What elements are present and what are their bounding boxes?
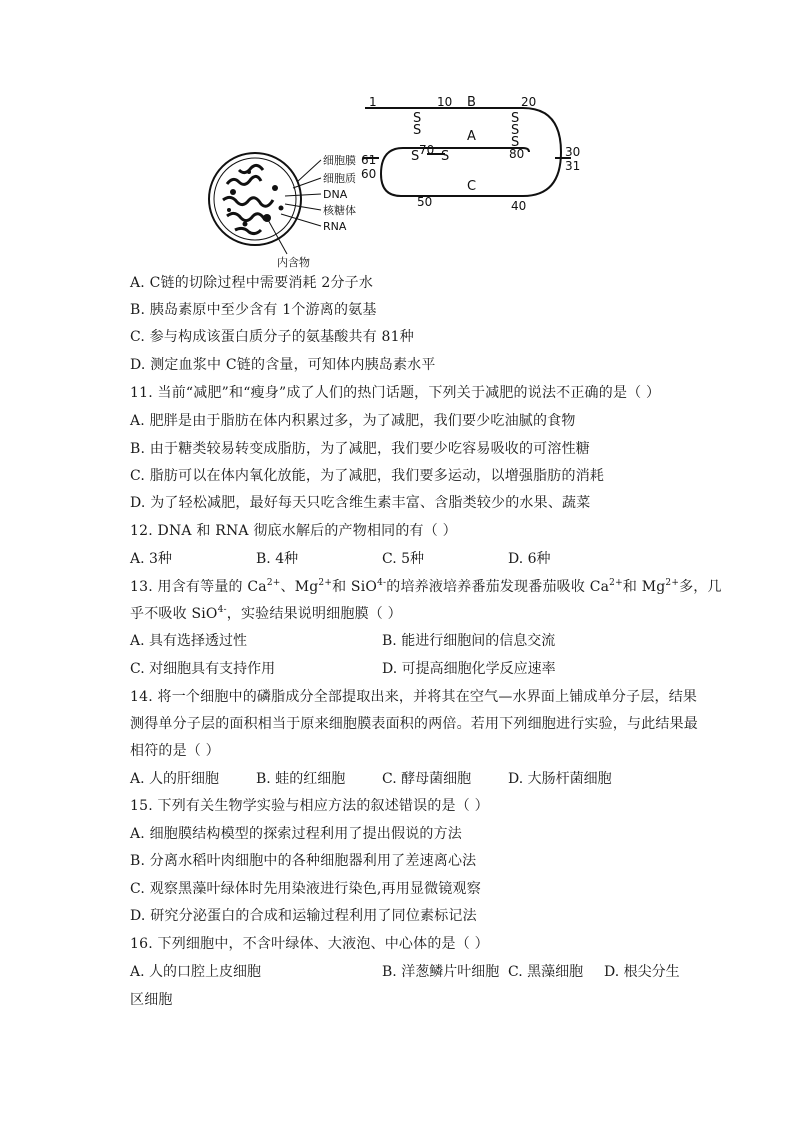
- q12-option-b: B. 4种: [256, 551, 299, 567]
- q16-option-d-wrap: 区细胞: [130, 992, 173, 1008]
- svg-text:31: 31: [565, 159, 581, 173]
- svg-text:S: S: [511, 123, 520, 138]
- svg-text:40: 40: [511, 199, 527, 213]
- q16-stem: 16. 下列细胞中，不含叶绿体、大液泡、中心体的是（ ）: [130, 936, 489, 952]
- label-rna: RNA: [323, 220, 347, 233]
- svg-text:A: A: [467, 129, 476, 144]
- q10-option-a: A. C链的切除过程中需要消耗 2分子水: [130, 275, 374, 291]
- label-dna: DNA: [323, 188, 348, 201]
- q15-option-b: B. 分离水稻叶肉细胞中的各种细胞器利用了差速离心法: [130, 853, 477, 869]
- chain-letters: [467, 95, 476, 194]
- svg-text:80: 80: [509, 147, 525, 161]
- svg-text:50: 50: [417, 195, 433, 209]
- svg-text:S: S: [441, 149, 450, 164]
- q10-option-b: B. 胰岛素原中至少含有 1个游离的氨基: [130, 302, 377, 318]
- q13-option-d: D. 可提高细胞化学反应速率: [382, 661, 556, 677]
- svg-text:S: S: [511, 111, 520, 126]
- q15-option-a: A. 细胞膜结构模型的探索过程利用了提出假说的方法: [130, 826, 463, 842]
- label-ribosome: 核糖体: [323, 204, 356, 217]
- q15-stem: 15. 下列有关生物学实验与相应方法的叙述错误的是（ ）: [130, 798, 489, 814]
- q16-option-c: C. 黑藻细胞: [508, 964, 584, 980]
- cell-diagram: [209, 153, 301, 245]
- q15-option-d: D. 研究分泌蛋白的合成和运输过程利用了同位素标记法: [130, 908, 477, 924]
- q10-option-d: D. 测定血浆中 C链的含量，可知体内胰岛素水平: [130, 357, 436, 373]
- q13-stem-line2: 乎不吸收 SiO$^{4-}$，实验结果说明细胞膜（ ）: [130, 605, 402, 622]
- q16-option-d: D. 根尖分生: [604, 964, 680, 980]
- svg-text:S: S: [511, 135, 520, 150]
- q16-option-b: B. 洋葱鳞片叶细胞: [382, 964, 500, 980]
- svg-text:B: B: [467, 95, 476, 110]
- q12-option-a: A. 3种: [130, 551, 172, 567]
- q14-option-a: A. 人的肝细胞: [130, 771, 220, 787]
- svg-text:60: 60: [361, 167, 377, 181]
- q16-option-a: A. 人的口腔上皮细胞: [130, 964, 262, 980]
- q11-option-c: C. 脂肪可以在体内氧化放能，为了减肥，我们要多运动，以增强脂肪的消耗: [130, 468, 605, 484]
- q14-stem-line1: 14. 将一个细胞中的磷脂成分全部提取出来，并将其在空气—水界面上铺成单分子层，结果: [130, 689, 698, 705]
- svg-text:10: 10: [437, 95, 453, 109]
- svg-text:61: 61: [361, 153, 377, 167]
- svg-text:1: 1: [369, 95, 377, 109]
- q13-stem-line1: 13. 用含有等量的 $Ca^{2+}$、$Mg^{2+}$和 SiO$^{4-}$的培养液培养番茄发现番茄吸收 $Ca^{2+}$和 $Mg^{2+}$多，几: [130, 578, 722, 595]
- q11-option-d: D. 为了轻松减肥，最好每天只吃含维生素丰富、含脂类较少的水果、蔬菜: [130, 495, 591, 511]
- figure-svg: [205, 92, 605, 270]
- q14-option-c: C. 酵母菌细胞: [382, 771, 472, 787]
- q13-option-b: B. 能进行细胞间的信息交流: [382, 633, 556, 649]
- q11-stem: 11. 当前“减肥”和“瘦身”成了人们的热门话题，下列关于减肥的说法不正确的是（ ）: [130, 385, 661, 401]
- svg-text:20: 20: [521, 95, 537, 109]
- q14-option-d: D. 大肠杆菌细胞: [508, 771, 612, 787]
- svg-text:S: S: [413, 111, 422, 126]
- q10-option-c: C. 参与构成该蛋白质分子的氨基酸共有 81种: [130, 329, 414, 345]
- q11-option-a: A. 肥胖是由于脂肪在体内积累过多，为了减肥，我们要少吃油腻的食物: [130, 413, 576, 429]
- q12-option-c: C. 5种: [382, 551, 425, 567]
- q15-option-c: C. 观察黑藻叶绿体时先用染液进行染色,再用显微镜观察: [130, 881, 481, 897]
- q12-option-d: D. 6种: [508, 551, 551, 567]
- q11-option-b: B. 由于糖类较易转变成脂肪，为了减肥，我们要少吃容易吸收的可溶性糖: [130, 441, 590, 457]
- q14-stem-line3: 相符的是（ ）: [130, 743, 220, 759]
- q13-option-a: A. 具有选择透过性: [130, 633, 248, 649]
- label-inclusion: 内含物: [277, 256, 310, 269]
- svg-text:30: 30: [565, 145, 581, 159]
- q14-stem-line2: 测得单分子层的面积相当于原来细胞膜表面积的两倍。若用下列细胞进行实验，与此结果最: [130, 716, 698, 732]
- svg-text:70: 70: [419, 143, 435, 157]
- q13-option-c: C. 对细胞具有支持作用: [130, 661, 276, 677]
- question-figure: [205, 92, 605, 270]
- label-cell-membrane: 细胞膜: [323, 154, 356, 167]
- q12-stem: 12. DNA 和 RNA 彻底水解后的产物相同的有（ ）: [130, 523, 457, 539]
- svg-text:C: C: [467, 179, 477, 194]
- svg-text:S: S: [413, 123, 422, 138]
- q14-option-b: B. 蛙的红细胞: [256, 771, 346, 787]
- svg-text:S: S: [411, 149, 420, 164]
- label-cell-wall: 细胞质: [323, 172, 356, 185]
